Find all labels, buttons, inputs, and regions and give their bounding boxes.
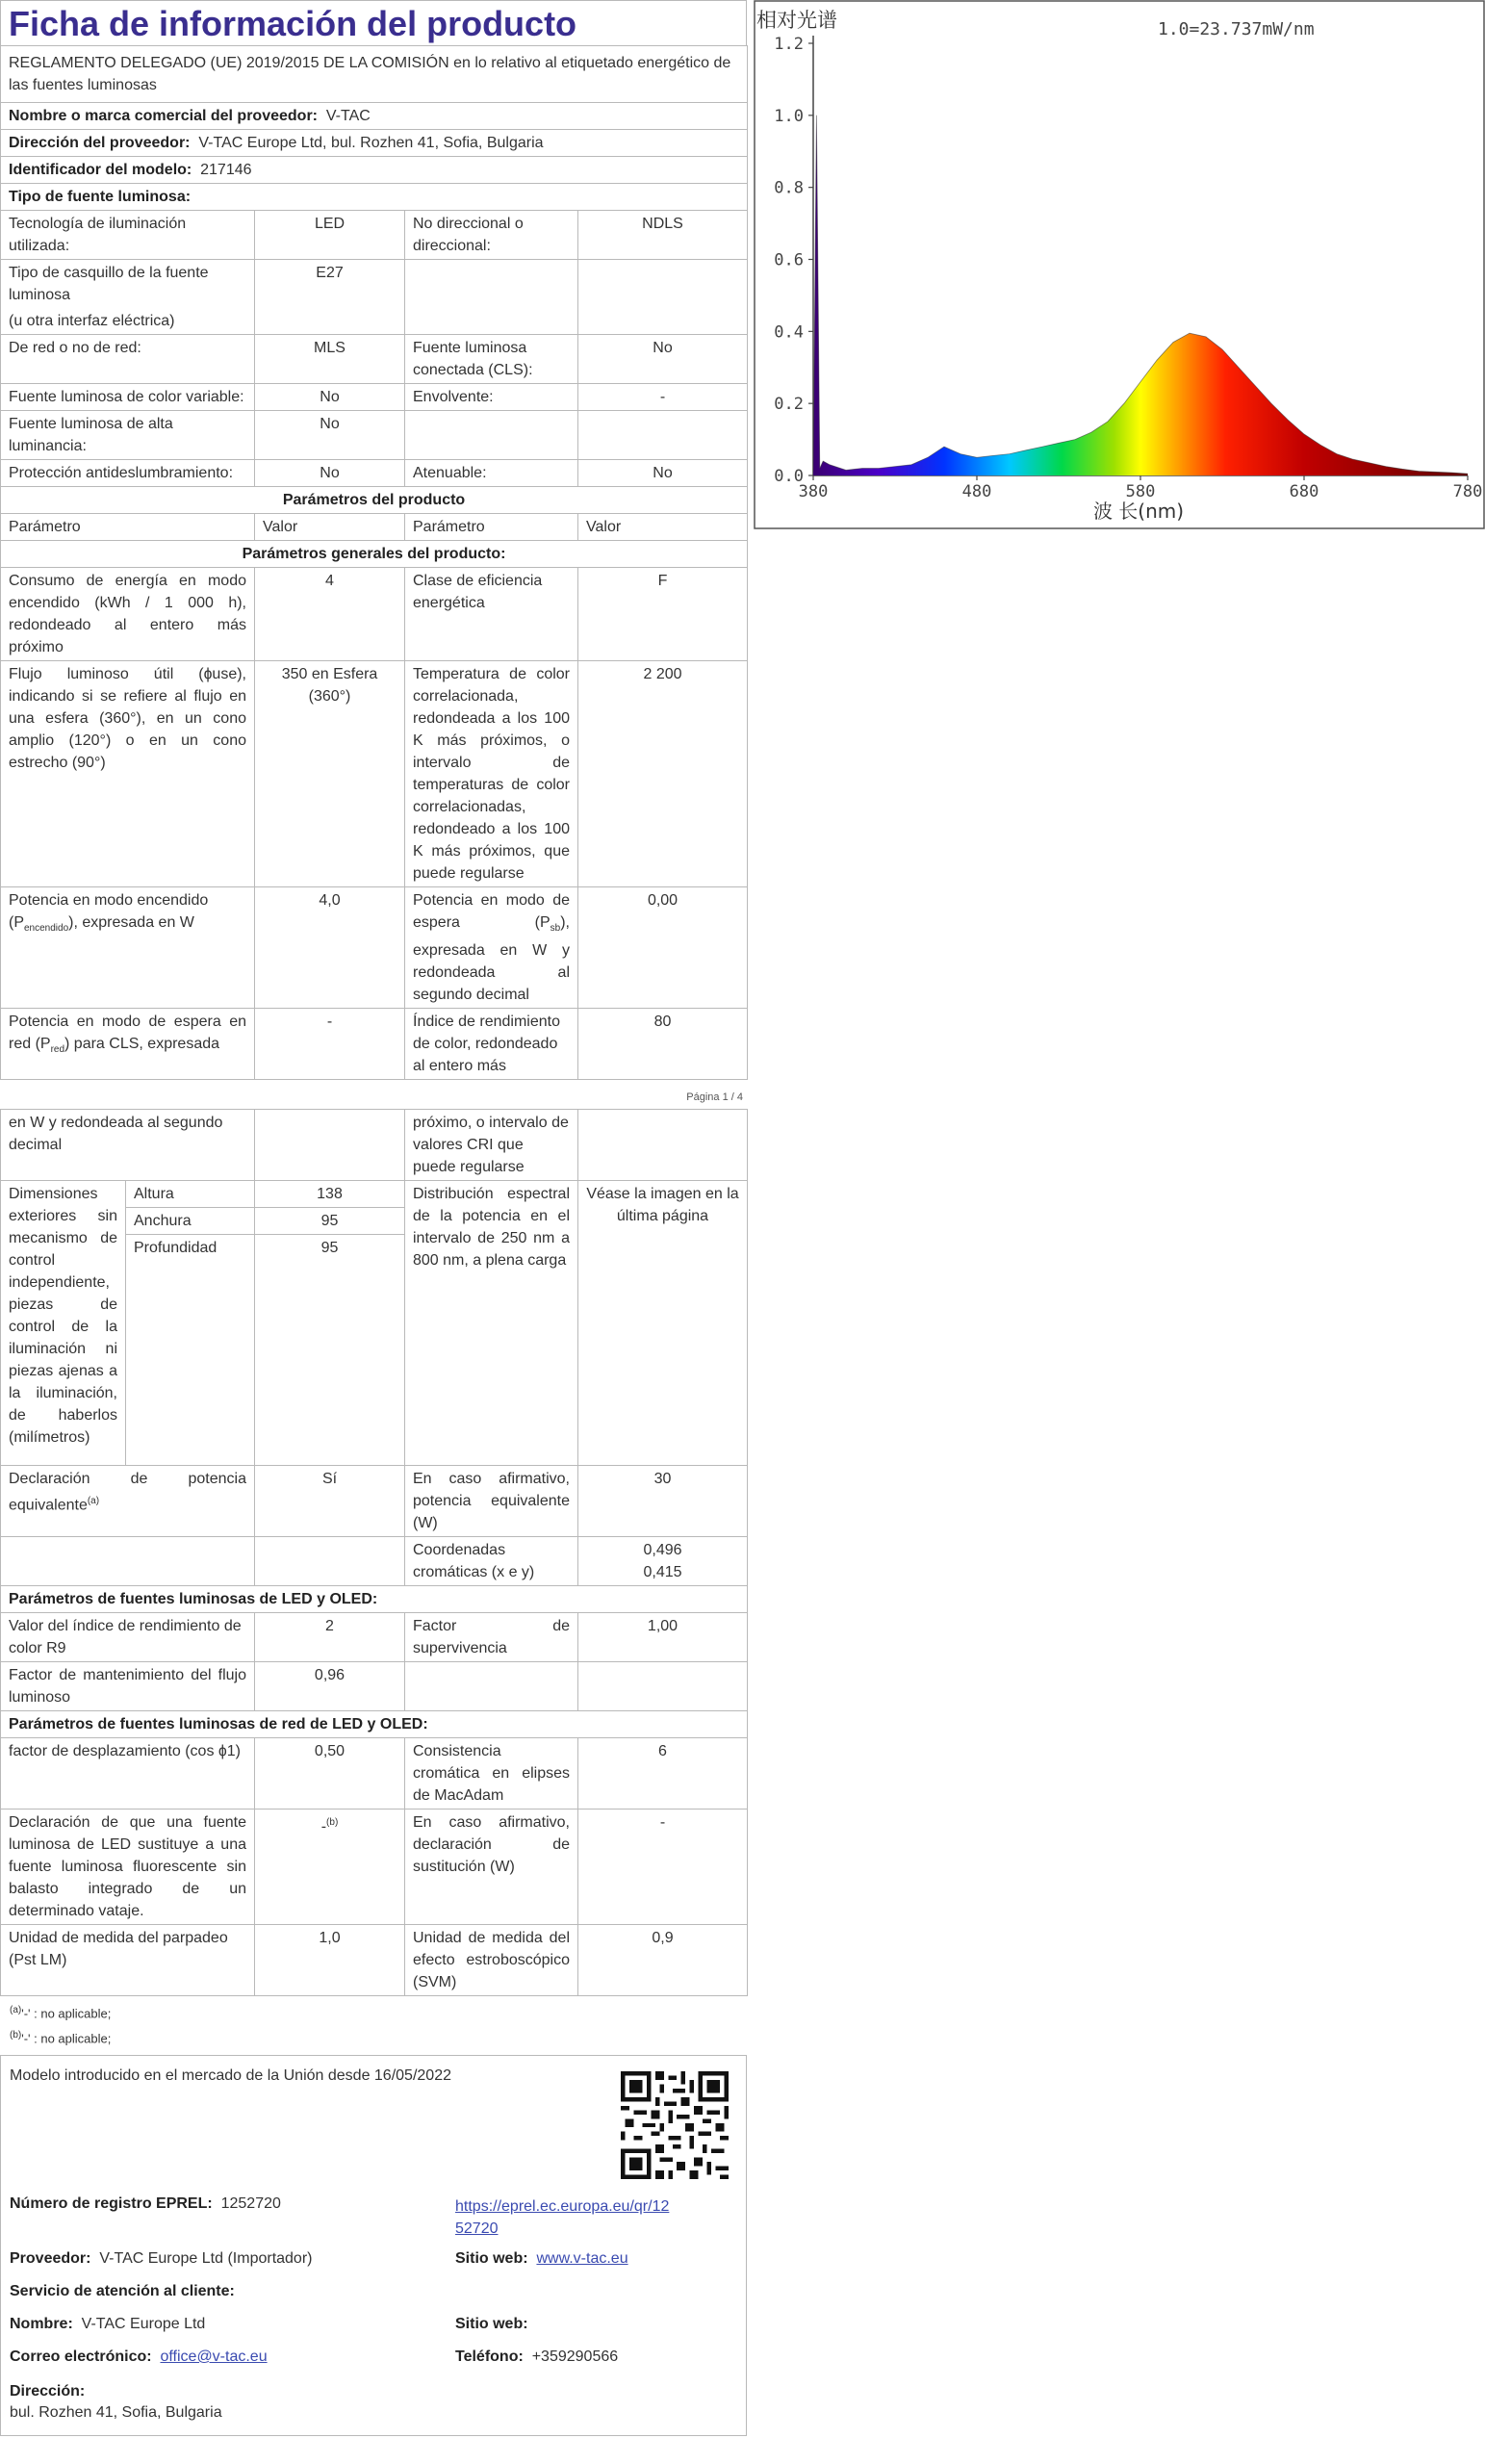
- model-id: 217146: [200, 162, 252, 178]
- pon-sub: encendido: [24, 923, 69, 935]
- cap-label: Tipo de casquillo de la fuente luminosa: [9, 265, 209, 303]
- psb-label: [405, 887, 578, 1009]
- footnote-b-sup: (b): [10, 2029, 22, 2040]
- provider-row: [10, 2250, 312, 2268]
- pon-value: 4,0: [255, 887, 405, 1009]
- strobe-value: 0,9: [578, 1925, 748, 1996]
- equiv-label-text: Declaración de potencia equivalente: [9, 1471, 246, 1514]
- cri-label-cont: próximo, o intervalo de valores CRI que puede regularse: [405, 1110, 578, 1181]
- eprel-number: 1252720: [220, 2194, 281, 2212]
- envelope-label: Envolvente:: [405, 384, 578, 411]
- phone-row: [455, 2348, 618, 2366]
- dim-value: No: [578, 460, 748, 487]
- light-type-label: Tipo de fuente luminosa:: [1, 184, 748, 211]
- qr-code[interactable]: [621, 2071, 729, 2179]
- footnote-b-text: '-' : no aplicable;: [21, 2030, 112, 2045]
- cs-name-row: [10, 2316, 205, 2333]
- depth-value: 95: [255, 1235, 405, 1466]
- col-param-2: Parámetro: [405, 514, 578, 541]
- dir-value: NDLS: [578, 211, 748, 260]
- disp-label: factor de desplazamiento (cos ɸ1): [1, 1738, 255, 1810]
- y-tick-label: 0.0: [774, 467, 804, 486]
- cap-label-2: (u otra interfaz eléctrica): [9, 313, 175, 329]
- sheet-table-page2: [0, 1109, 748, 1996]
- footnote-a: [0, 2000, 747, 2024]
- flux-label: Flujo luminoso útil (ɸuse), indicando si se refiere al flujo en una esfera (360°), en un cono amplio (120°) o en un cono estrecho (90°): [1, 661, 255, 887]
- dim-label: Atenuable:: [405, 460, 578, 487]
- replace-label: Declaración de que una fuente luminosa de LED sustituye a una fuente luminosa fluorescente sin balasto integrado de un determinado vataje.: [1, 1810, 255, 1925]
- led-header: Parámetros de fuentes luminosas de LED y OLED:: [1, 1586, 748, 1613]
- y-tick-label: 0.2: [774, 395, 804, 415]
- y-tick-label: 1.2: [774, 35, 804, 54]
- cls-value: No: [578, 335, 748, 384]
- equivw-label: En caso afirmativo, potencia equivalente (W): [405, 1466, 578, 1537]
- pnet-value: -: [255, 1009, 405, 1080]
- r9-value: 2: [255, 1613, 405, 1662]
- provider-label: Proveedor:: [10, 2249, 91, 2267]
- empty-cell: [578, 411, 748, 460]
- params-header: Parámetros del producto: [1, 487, 748, 514]
- pnet-label-cont: en W y redondeada al segundo decimal: [1, 1110, 255, 1181]
- eprel-link-1[interactable]: https://eprel.ec.europa.eu/qr/12: [455, 2197, 670, 2215]
- address-value: bul. Rozhen 41, Sofia, Bulgaria: [10, 2403, 222, 2421]
- disp-value: 0,50: [255, 1738, 405, 1810]
- page-break: [0, 1080, 747, 1109]
- empty-cell: [578, 1662, 748, 1711]
- width-label: Anchura: [126, 1208, 255, 1235]
- mains-label: De red o no de red:: [1, 335, 255, 384]
- market-intro: Modelo introducido en el mercado de la Unión desde 16/05/2022: [10, 2066, 451, 2084]
- cs-name: V-TAC Europe Ltd: [81, 2315, 206, 2332]
- spectrum-chart: [754, 0, 1485, 529]
- lm-label: Factor de mantenimiento del flujo luminoso: [1, 1662, 255, 1711]
- chrom-value: [578, 1537, 748, 1586]
- tech-value: LED: [255, 211, 405, 260]
- cri-label: Índice de rendimiento de color, redondeado al entero más: [405, 1009, 578, 1080]
- tech-label: Tecnología de iluminación utilizada:: [1, 211, 255, 260]
- cs-website-row: [455, 2316, 528, 2333]
- website-row: [455, 2250, 628, 2268]
- surv-value: 1,00: [578, 1613, 748, 1662]
- cs-name-label: Nombre:: [10, 2315, 73, 2332]
- pon-label-a: Potencia en modo encendido (P: [9, 892, 209, 931]
- y-tick-label: 0.4: [774, 322, 804, 343]
- energy-value: 4: [255, 568, 405, 661]
- equiv-value: Sí: [255, 1466, 405, 1537]
- y-tick-label: 0.8: [774, 178, 804, 198]
- email-label: Correo electrónico:: [10, 2348, 152, 2365]
- supplier-address: V-TAC Europe Ltd, bul. Rozhen 41, Sofia, Bulgaria: [198, 135, 544, 151]
- model-id-row: [1, 157, 748, 184]
- website-label: Sitio web:: [455, 2249, 528, 2267]
- glare-label: Protección antideslumbramiento:: [1, 460, 255, 487]
- glare-value: No: [255, 460, 405, 487]
- width-value: 95: [255, 1208, 405, 1235]
- footer-box: [0, 2055, 747, 2436]
- strobe-label: Unidad de medida del efecto estroboscópico (SVM): [405, 1925, 578, 1996]
- flux-value: 350 en Esfera (360°): [255, 661, 405, 887]
- hl-value: No: [255, 411, 405, 460]
- flicker-value: 1,0: [255, 1925, 405, 1996]
- cct-value: 2 200: [578, 661, 748, 887]
- chrom-label: Coordenadas cromáticas (x e y): [405, 1537, 578, 1586]
- chrom-y: 0,415: [643, 1564, 682, 1581]
- ledmains-header: Parámetros de fuentes luminosas de red de LED y OLED:: [1, 1711, 748, 1738]
- height-value: 138: [255, 1181, 405, 1208]
- cct-label: Temperatura de color correlacionada, redondeada a los 100 K más próximos, o intervalo de temperaturas de color correlacionadas, redondeado a los 100 K más próximos, que puede regularse: [405, 661, 578, 887]
- model-id-label: Identificador del modelo:: [9, 162, 192, 178]
- cs-website-label: Sitio web:: [455, 2315, 528, 2332]
- col-value-1: Valor: [255, 514, 405, 541]
- footnote-a-text: '-' : no aplicable;: [21, 2006, 112, 2021]
- lm-value: 0,96: [255, 1662, 405, 1711]
- empty-cell: [255, 1110, 405, 1181]
- empty-cell: [1, 1537, 255, 1586]
- empty-cell: [405, 1662, 578, 1711]
- supplier-name-label: Nombre o marca comercial del proveedor:: [9, 108, 318, 124]
- phone-label: Teléfono:: [455, 2348, 524, 2365]
- x-tick-label: 480: [961, 482, 992, 501]
- energy-label: Consumo de energía en modo encendido (kWh / 1 000 h), redondeado al entero más próximo: [1, 568, 255, 661]
- general-header: Parámetros generales del producto:: [1, 541, 748, 568]
- pnet-sub: red: [50, 1044, 65, 1056]
- address-label: Dirección:: [10, 2382, 86, 2400]
- surv-label: Factor de supervivencia: [405, 1613, 578, 1662]
- cap-label-cell: [1, 260, 255, 335]
- spd-value: Véase la imagen en la última página: [578, 1181, 748, 1466]
- customer-service-label: Servicio de atención al cliente:: [10, 2282, 235, 2299]
- pon-label: [1, 887, 255, 1009]
- phone-value: +359290566: [531, 2348, 619, 2365]
- eprel-link[interactable]: [455, 2195, 669, 2240]
- eclass-label: Clase de eficiencia energética: [405, 568, 578, 661]
- chart-title: 相对光谱: [756, 9, 837, 32]
- colour-value: No: [255, 384, 405, 411]
- envelope-value: -: [578, 384, 748, 411]
- supplier-address-row: [1, 130, 748, 157]
- replace-sup: (b): [326, 1817, 339, 1829]
- regulation-text: REGLAMENTO DELEGADO (UE) 2019/2015 DE LA COMISIÓN en lo relativo al etiquetado energético de las fuentes luminosas: [1, 46, 748, 103]
- col-value-2: Valor: [578, 514, 748, 541]
- empty-cell: [255, 1537, 405, 1586]
- dir-label: No direccional o direccional:: [405, 211, 578, 260]
- equiv-label: [1, 1466, 255, 1537]
- psb-value: 0,00: [578, 887, 748, 1009]
- provider-value: V-TAC Europe Ltd (Importador): [99, 2249, 313, 2267]
- replace-value: [255, 1810, 405, 1925]
- col-param-1: Parámetro: [1, 514, 255, 541]
- footnote-b: [0, 2025, 747, 2049]
- macadam-value: 6: [578, 1738, 748, 1810]
- x-tick-label: 580: [1125, 482, 1156, 501]
- spd-label: Distribución espectral de la potencia en el intervalo de 250 nm a 800 nm, a plena carga: [405, 1181, 578, 1466]
- y-tick-label: 0.6: [774, 250, 804, 270]
- chrom-x: 0,496: [643, 1542, 682, 1559]
- supplier-name-row: [1, 103, 748, 130]
- footnote-a-sup: (a): [10, 2005, 22, 2016]
- mains-value: MLS: [255, 335, 405, 384]
- psb-label-b: ), expresada en W y redondeada al segundo decimal: [413, 914, 570, 1004]
- eclass-value: F: [578, 568, 748, 661]
- supplier-address-label: Dirección del proveedor:: [9, 135, 191, 151]
- cri-value: 80: [578, 1009, 748, 1080]
- eprel-label: Número de registro EPREL:: [10, 2194, 213, 2212]
- equivw-value: 30: [578, 1466, 748, 1537]
- pnet-label: [1, 1009, 255, 1080]
- x-tick-label: 780: [1452, 482, 1483, 501]
- y-tick-label: 1.0: [774, 106, 804, 126]
- replacew-value: -: [578, 1810, 748, 1925]
- height-label: Altura: [126, 1181, 255, 1208]
- title-section: [0, 0, 747, 45]
- supplier-name: V-TAC: [325, 108, 371, 124]
- equiv-sup: (a): [87, 1496, 100, 1507]
- empty-cell: [578, 1110, 748, 1181]
- psb-label-a: Potencia en modo de espera (P: [413, 892, 570, 931]
- empty-cell: [578, 260, 748, 335]
- chart-annotation: 1.0=23.737mW/nm: [1158, 19, 1315, 39]
- hl-label: Fuente luminosa de alta luminancia:: [1, 411, 255, 460]
- macadam-label: Consistencia cromática en elipses de MacAdam: [405, 1738, 578, 1810]
- x-tick-label: 680: [1289, 482, 1319, 501]
- empty-cell: [405, 260, 578, 335]
- cap-value: E27: [255, 260, 405, 335]
- empty-cell: [405, 411, 578, 460]
- eprel-link-2[interactable]: 52720: [455, 2220, 499, 2237]
- replace-dash: -: [320, 1818, 327, 1835]
- page-title: Ficha de información del producto: [9, 4, 577, 43]
- pnet-label-b: ) para CLS, expresada: [64, 1036, 220, 1053]
- flicker-label: Unidad de medida del parpadeo (Pst LM): [1, 1925, 255, 1996]
- pnet-label-a: Potencia en modo de espera en red (P: [9, 1014, 246, 1053]
- psb-sub: sb: [550, 923, 561, 935]
- x-axis-label: 波 长(nm): [1092, 500, 1185, 523]
- depth-label: Profundidad: [126, 1235, 255, 1466]
- eprel-row: [10, 2195, 281, 2213]
- pon-label-b: ), expresada en W: [68, 914, 194, 931]
- x-tick-label: 380: [798, 482, 829, 501]
- page-number: Página 1 / 4: [686, 1091, 743, 1104]
- email-row: [10, 2348, 268, 2366]
- colour-label: Fuente luminosa de color variable:: [1, 384, 255, 411]
- website-link[interactable]: www.v-tac.eu: [536, 2249, 628, 2267]
- email-link[interactable]: office@v-tac.eu: [160, 2348, 268, 2365]
- sheet-table-page1: [0, 45, 748, 1080]
- replacew-label: En caso afirmativo, declaración de sustitución (W): [405, 1810, 578, 1925]
- dims-label: Dimensiones exteriores sin mecanismo de control independiente, piezas de control de la iluminación ni piezas ajenas a la iluminación, de haberlos (milímetros): [1, 1181, 126, 1466]
- r9-label: Valor del índice de rendimiento de color R9: [1, 1613, 255, 1662]
- cls-label: Fuente luminosa conectada (CLS):: [405, 335, 578, 384]
- product-info-sheet: [0, 0, 747, 2436]
